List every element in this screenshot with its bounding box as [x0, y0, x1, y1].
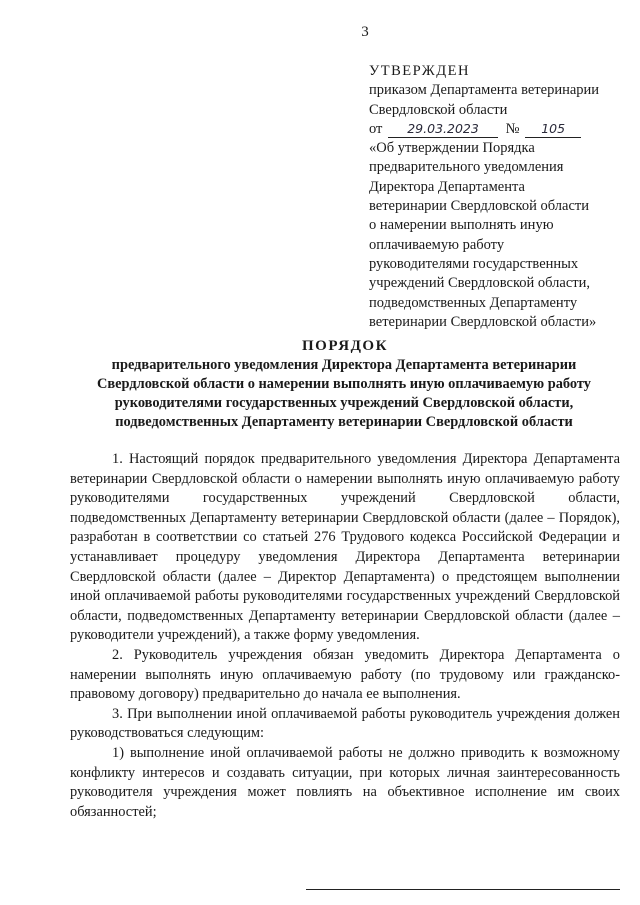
approval-subject-line: Директора Департамента	[369, 178, 525, 195]
page-number: 3	[361, 24, 369, 40]
paragraph-1: 1. Настоящий порядок предварительного уведомления Директора Департамента ветеринарии Свердловской области о намерении выполнять иную оплачиваемую работу руководителями государственных учреждений Свердловской области, подведомственных Департаменту ветеринарии Свердловской области (далее – Порядок), разработан в соответствии со статьей 276 Трудового кодекса Российской Федерации и устанавливает процедуру уведомления Директора Департамента ветеринарии Свердловской области (далее – Директор Департамента) о предстоящем выполнении иной оплачиваемой работы руководителями государственных учреждений Свердловской области, подведомственных Департаменту ветеринарии Свердловской области (далее – руководители учреждений), а также форму уведомления.	[70, 451, 620, 644]
approval-subject-line: ветеринарии Свердловской области	[369, 198, 589, 215]
handwritten-number: 105	[541, 120, 566, 136]
paragraph-3: 3. При выполнении иной оплачиваемой работы руководитель учреждения должен руководствоваться следующим:	[70, 705, 620, 742]
approval-subject-line: оплачиваемую работу	[369, 236, 505, 253]
approval-subject-line: ветеринарии Свердловской области»	[369, 313, 597, 330]
paragraph-3-item-1: 1) выполнение иной оплачиваемой работы не должно приводить к возможному конфликту интересов и создавать ситуации, при которых личная заинтересованность руководителя учреждения может повлиять на объективное исполнение им своих обязанностей;	[70, 744, 620, 820]
approval-block	[369, 62, 631, 332]
document-subtitle: предварительного уведомления Директора Департамента ветеринарии Свердловской области о намерении выполнять иную оплачиваемую работу руководителями государственных учреждений Свердловской области, подведомственных Департаменту ветеринарии Свердловской области	[97, 357, 591, 430]
approval-date-line	[369, 120, 631, 139]
approval-subject-line: учреждений Свердловской области,	[369, 275, 590, 292]
date-field	[388, 121, 498, 138]
approval-subject-line: руководителями государственных	[369, 255, 579, 272]
approval-order-line-1: приказом Департамента ветеринарии	[369, 82, 600, 99]
date-prefix: от	[369, 120, 383, 137]
number-prefix: №	[505, 120, 520, 137]
number-field	[525, 121, 581, 138]
approval-subject-line: о намерении выполнять иную	[369, 217, 554, 234]
approval-order-line-2: Свердловской области	[369, 101, 508, 118]
document-title: ПОРЯДОК	[302, 338, 388, 354]
paragraph-2: 2. Руководитель учреждения обязан уведомить Директора Департамента о намерении выполнять иную оплачиваемую работу (по трудовому или гражданско-правовому договору) предварительно до начала ее выполнения.	[70, 646, 620, 703]
handwritten-date: 29.03.2023	[407, 120, 479, 136]
approval-subject-line: «Об утверждении Порядка	[369, 140, 535, 157]
approval-subject-line: подведомственных Департаменту	[369, 294, 578, 311]
footer-rule	[306, 889, 620, 890]
document-body	[70, 450, 620, 822]
approval-subject-line: предварительного уведомления	[369, 159, 564, 176]
approval-heading: УТВЕРЖДЕН	[369, 63, 470, 79]
